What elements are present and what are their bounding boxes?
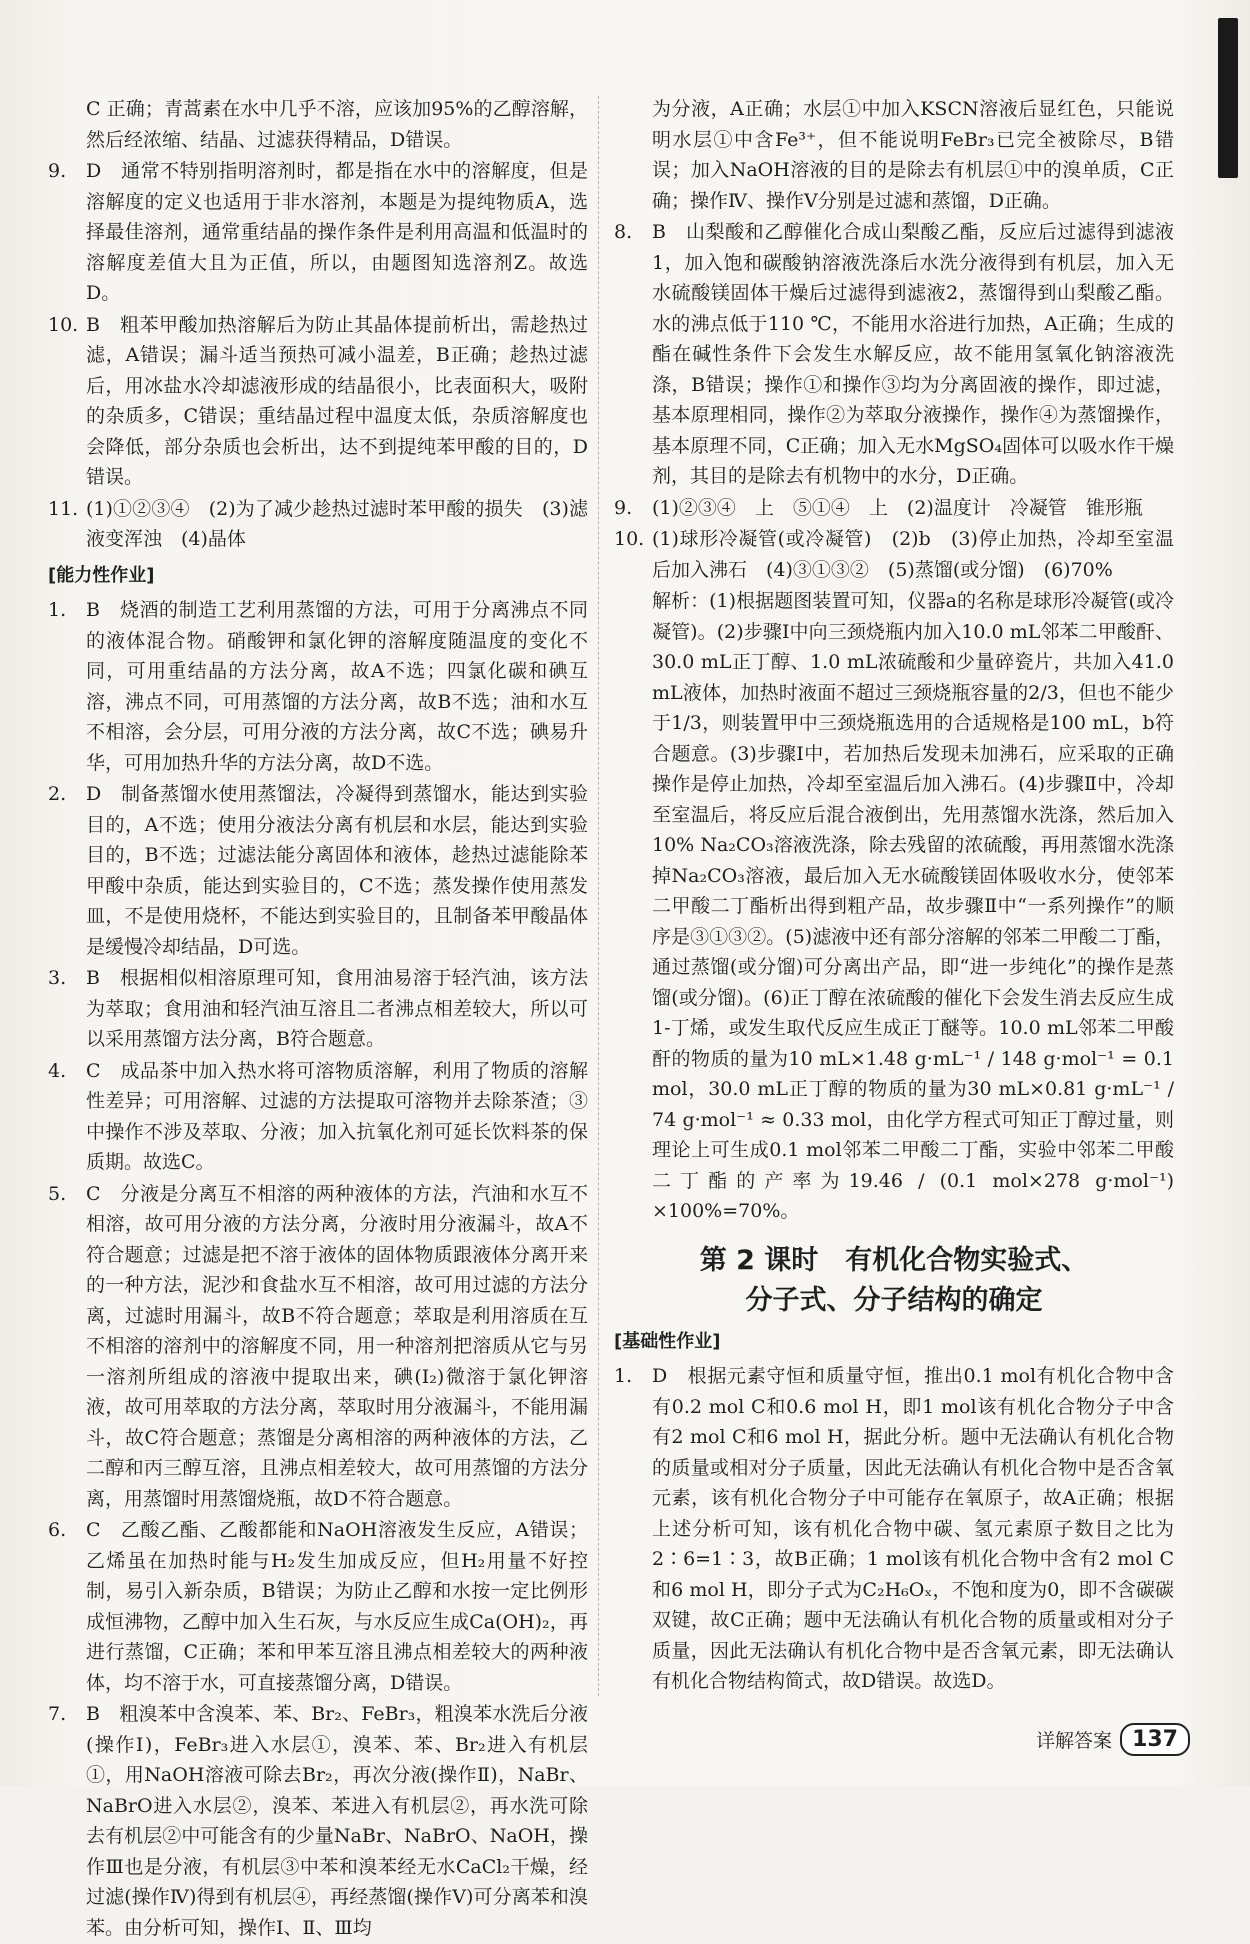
answer-item [48,1179,588,1515]
left-column [48,94,588,1944]
answer-number: 5. [48,1182,67,1205]
answer-item [614,94,1174,216]
answer-text: B 烧酒的制造工艺利用蒸馏的方法，可用于分离沸点不同的液体混合物。硝酸钾和氯化钾的溶解度随温度的变化不同，可用重结晶的方法分离，故A不选；四氯化碳和碘互溶，沸点不同，可用蒸馏的方法分离，故B不选；油和水互不相溶，会分层，可用分液的方法分离，故C不选；碘易升华，可用加热升华的方法分离，故D不选。 [86,599,588,774]
answer-text: C 成品茶中加入热水将可溶物质溶解，利用了物质的溶解性差异；可用溶解、过滤的方法提取可溶物并去除茶渣；③中操作不涉及萃取、分液；加入抗氧化剂可延长饮料茶的保质期。故选C。 [86,1059,588,1173]
page-number: 137 [1120,1723,1190,1756]
answer-number: 1. [614,1365,633,1387]
answer-item [48,963,588,1055]
answer-item [614,1361,1174,1697]
answer-text: B 粗苯甲酸加热溶解后为防止其晶体提前析出，需趁热过滤，A错误；漏斗适当预热可减小温差，B正确；趁热过滤后，用冰盐水冷却滤液形成的结晶很小，比表面积大，吸附的杂质多，C错误；重结晶过程中温度太低，杂质溶解度也会降低，部分杂质也会析出，达不到提纯苯甲酸的目的，D错误。 [86,313,588,488]
answer-text: C 乙酸乙酯、乙酸都能和NaOH溶液发生反应，A错误；乙烯虽在加热时能与H₂发生加成反应，但H₂用量不好控制，易引入新杂质，B错误；为防止乙醇和水按一定比例形成恒沸物，乙醇中加入生石灰，与水反应生成Ca(OH)₂，再进行蒸馏，C正确；苯和甲苯互溶且沸点相差较大的两种液体，均不溶于水，可直接蒸馏分离，D错误。 [86,1519,588,1694]
answer-text: (1)球形冷凝管(或冷凝管) (2)b (3)停止加热，冷却至室温后加入沸石 (4)③①③② (5)蒸馏(或分馏) (6)70% [652,528,1174,581]
answer-text: 解析：(1)根据题图装置可知，仪器a的名称是球形冷凝管(或冷凝管)。(2)步骤Ⅰ中向三颈烧瓶内加入10.0 mL邻苯二甲酸酐、30.0 mL正丁醇、1.0 mL浓硫酸和少量碎瓷片，共加入41.0 mL液体，加热时液面不超过三颈烧瓶容量的2/3，但也不能少于1/3，则装置甲中三颈烧瓶选用的合适规格是100 mL，b符合题意。(3)步骤Ⅰ中，若加热后发现未加沸石，应采取的正确操作是停止加热，冷却至室温后加入沸石。(4)步骤Ⅱ中，冷却至室温后，将反应后混合液倒出，先用蒸馏水洗涤，然后加入10% Na₂CO₃溶液洗涤，除去残留的浓硫酸，再用蒸馏水洗涤掉Na₂CO₃溶液，最后加入无水硫酸镁固体吸收水分，使邻苯二甲酸二丁酯析出得到粗产品，故步骤Ⅱ中“一系列操作”的顺序是③①③②。(5)滤液中还有部分溶解的邻苯二甲酸二丁酯，通过蒸馏(或分馏)可分离出产品，即“进一步纯化”的操作是蒸馏(或分馏)。(6)正丁醇在浓硫酸的催化下会发生消去反应生成1-丁烯，或发生取代反应生成正丁醚等。10.0 mL邻苯二甲酸酐的物质的量为10 mL×1.48 g·mL⁻¹ / 148 g·mol⁻¹ = 0.1 mol，30.0 mL正丁醇的物质的量为30 mL×0.81 g·mL⁻¹ / 74 g·mol⁻¹ ≈ 0.33 mol，由化学方程式可知正丁醇过量，则理论上可生成0.1 mol邻苯二甲酸二丁酯，实验中邻苯二甲酸二丁酯的产率为19.46 / (0.1 mol×278 g·mol⁻¹) ×100%=70%。 [652,590,1174,1222]
answer-number: 1. [48,599,67,621]
answer-item [48,1056,588,1178]
section-heading: [能力性作业] [48,564,155,586]
column-divider [598,96,599,1696]
answer-text: B 根据相似相溶原理可知，食用油易溶于轻汽油，该方法为萃取；食用油和轻汽油互溶且二者沸点相差较大，所以可以采用蒸馏方法分离，B符合题意。 [86,967,588,1050]
answer-item [614,586,1174,1227]
answer-item [614,217,1174,492]
answer-item [48,779,588,962]
answer-number: 10. [48,313,79,336]
right-column-top [614,94,1174,1227]
answer-text: B 山梨酸和乙醇催化合成山梨酸乙酯，反应后过滤得到滤液1，加入饱和碳酸钠溶液洗涤后水洗分液得到有机层，加入无水硫酸镁固体干燥后过滤得到滤液2，蒸馏得到山梨酸乙酯。水的沸点低于110 ℃，不能用水浴进行加热，A正确；生成的酯在碱性条件下会发生水解反应，故不能用氢氧化钠溶液洗涤，B错误；操作①和操作③均为分离固液的操作，即过滤，基本原理相同，操作②为萃取分液操作，操作④为蒸馏操作，基本原理不同，C正确；加入无水MgSO₄固体可以吸水作干燥剂，其目的是除去有机物中的水分，D正确。 [652,221,1174,487]
answer-number: 9. [48,160,67,182]
answer-text: B 粗溴苯中含溴苯、苯、Br₂、FeBr₃，粗溴苯水洗后分液(操作Ⅰ)，FeBr₃进入水层①，溴苯、苯、Br₂进入有机层①，用NaOH溶液可除去Br₂，再次分液(操作Ⅱ)，NaBr、NaBrO进入水层②，溴苯、苯进入有机层②，再水洗可除去有机层②中可能含有的少量NaBr、NaBrO、NaOH，操作Ⅲ也是分液，有机层③中苯和溴苯经无水CaCl₂干燥，经过滤(操作Ⅳ)得到有机层④，再经蒸馏(操作Ⅴ)可分离苯和溴苯。由分析可知，操作Ⅰ、Ⅱ、Ⅲ均 [86,1703,588,1939]
answer-text: D 制备蒸馏水使用蒸馏法，冷凝得到蒸馏水，能达到实验目的，A不选；使用分液法分离有机层和水层，能达到实验目的，B不选；过滤法能分离固体和液体，趁热过滤能除苯甲酸中杂质，能达到实验目的，C不选；蒸发操作使用蒸发皿，不是使用烧杯，不能达到实验目的，且制备苯甲酸晶体是缓慢冷却结晶，D可选。 [86,783,588,958]
answer-item [48,595,588,778]
answer-text: (1)①②③④ (2)为了减少趁热过滤时苯甲酸的损失 (3)滤液变浑浊 (4)晶体 [86,497,588,550]
right-column [614,94,1174,1698]
answer-item [48,310,588,493]
lesson-title [614,1241,1174,1321]
answer-item [614,493,1174,524]
answer-item [48,494,588,555]
answer-number: 4. [48,1059,67,1082]
right-column-bottom [614,1327,1174,1697]
answer-number: 7. [48,1703,67,1725]
answer-item [48,1515,588,1698]
answer-item [48,1699,588,1943]
answer-number: 2. [48,783,67,805]
page-footer [1036,1723,1190,1756]
section-heading: [基础性作业] [614,1330,721,1352]
answer-number: 3. [48,967,67,989]
answer-number: 9. [614,496,633,519]
answer-text: C 分液是分离互不相溶的两种液体的方法，汽油和水互不相溶，故可用分液的方法分离，分液时用分液漏斗，故A不符合题意；过滤是把不溶于液体的固体物质跟液体分离开来的一种方法，泥沙和食盐水互不相溶，故可用过滤的方法分离，过滤时用漏斗，故B不符合题意；萃取是利用溶质在互不相溶的溶剂中的溶解度不同，用一种溶剂把溶质从它与另一溶剂所组成的溶液中提取出来，碘(I₂)微溶于氯化钾溶液，故可用萃取的方法分离，萃取时用分液漏斗，不能用漏斗，故C符合题意；蒸馏是分离相溶的两种液体的方法，乙二醇和丙三醇互溶，且沸点相差较大，故可用蒸馏的方法分离，用蒸馏时用蒸馏烧瓶，故D不符合题意。 [86,1182,588,1510]
answer-item [48,94,588,155]
answer-text: 为分液，A正确；水层①中加入KSCN溶液后显红色，只能说明水层①中含Fe³⁺，但不能说明FeBr₃已完全被除尽，B错误；加入NaOH溶液的目的是除去有机层①中的溴单质，C正确；操作Ⅳ、操作Ⅴ分别是过滤和蒸馏，D正确。 [652,98,1174,212]
answer-number: 6. [48,1519,67,1541]
answer-item [48,156,588,309]
answer-text: (1)②③④ 上 ⑤①④ 上 (2)温度计 冷凝管 锥形瓶 [652,496,1143,519]
answer-number: 8. [614,221,633,243]
answer-number: 10. [614,528,645,550]
page-edge-bar [1218,18,1238,178]
lesson-title-line-1: 第 2 课时 有机化合物实验式、 [699,1244,1089,1276]
footer-label: 详解答案 [1036,1730,1113,1752]
lesson-title-line-2: 分子式、分子结构的确定 [745,1284,1043,1316]
answer-text: C 正确；青蒿素在水中几乎不溶，应该加95%的乙醇溶解，然后经浓缩、结晶、过滤获得精品，D错误。 [86,98,588,151]
answer-number: 11. [48,497,79,520]
answer-text: D 通常不特别指明溶剂时，都是指在水中的溶解度，但是溶解度的定义也适用于非水溶剂，本题是为提纯物质A，选择最佳溶剂，通常重结晶的操作条件是利用高温和低温时的溶解度差值大且为正值，所以，由题图知选溶剂Z。故选D。 [86,160,588,304]
answer-text: D 根据元素守恒和质量守恒，推出0.1 mol有机化合物中含有0.2 mol C和0.6 mol H，即1 mol该有机化合物分子中含有2 mol C和6 mol H，据此分析。题中无法确认有机化合物的质量或相对分子质量，因此无法确认有机化合物中是否含氧元素，该有机化合物分子中可能存在氧原子，故A正确；根据上述分析可知，该有机化合物中碳、氢元素原子数目之比为2∶6=1∶3，故B正确；1 mol该有机化合物中含有2 mol C和6 mol H，即分子式为C₂H₆Oₓ，不饱和度为0，即不含碳碳双键，故C正确；题中无法确认有机化合物的质量或相对分子质量，因此无法确认有机化合物中是否含氧元素，即无法确认有机化合物结构简式，故D错误。故选D。 [652,1365,1174,1692]
answer-item [614,524,1174,585]
